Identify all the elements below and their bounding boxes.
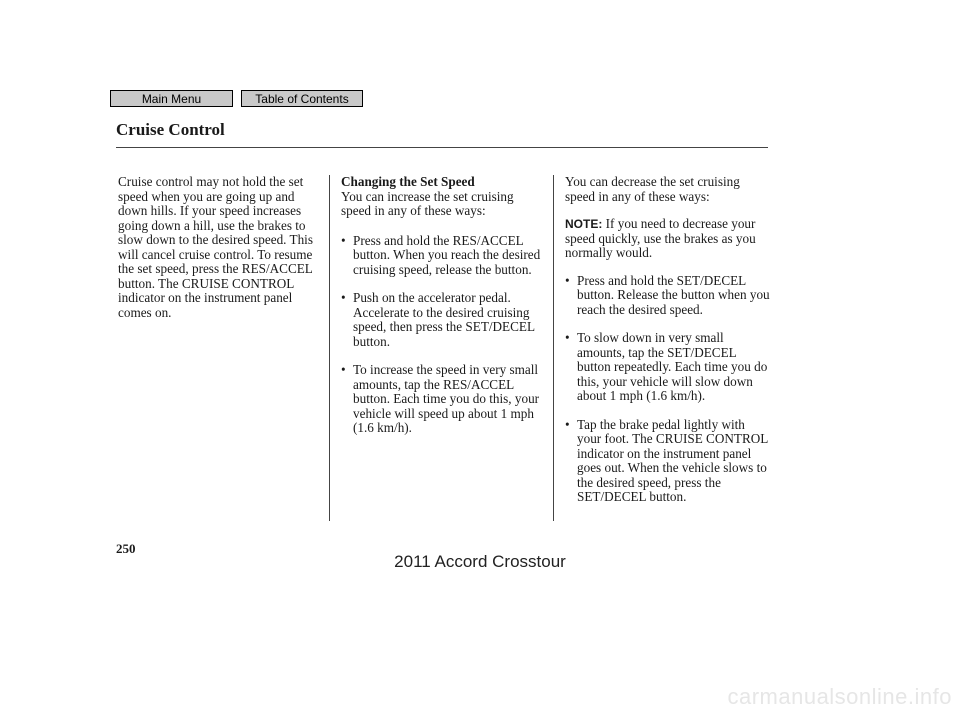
- list-item: • Press and hold the SET/DECEL button. Release the button when you reach the desired speed.: [565, 274, 770, 318]
- list-item: • Tap the brake pedal lightly with your foot. The CRUISE CONTROL indicator on the instrument panel goes out. When the vehicle slows to the desired speed, press the SET/DECEL button.: [565, 418, 770, 505]
- column-left: [118, 175, 323, 320]
- watermark-text: carmanualsonline.info: [727, 684, 952, 709]
- footer-model-name: 2011 Accord Crosstour: [394, 552, 566, 571]
- main-menu-button[interactable]: Main Menu: [110, 90, 233, 107]
- column-middle: [341, 175, 546, 436]
- list-item: • Press and hold the RES/ACCEL button. When you reach the desired cruising speed, release the button.: [341, 234, 546, 278]
- list-item: • To increase the speed in very small amounts, tap the RES/ACCEL button. Each time you do this, your vehicle will speed up about 1 mph (1.6 km/h).: [341, 363, 546, 436]
- list-item: • Push on the accelerator pedal. Accelerate to the desired cruising speed, then press the SET/DECEL button.: [341, 291, 546, 349]
- increase-speed-list: [341, 234, 546, 436]
- paragraph-hill-driving: Cruise control may not hold the set speed when you are going up and down hills. If your speed increases going down a hill, use the brakes to slow down to the desired speed. This will cancel cruise control. To resume the set speed, press the RES/ACCEL button. The CRUISE CONTROL indicator on the instrument panel comes on.: [118, 174, 313, 320]
- column-right: [565, 175, 770, 505]
- column-divider-left: [329, 175, 330, 521]
- section-heading: Changing the Set Speed: [341, 174, 475, 189]
- note-label: NOTE:: [565, 217, 603, 231]
- note-paragraph: [565, 217, 770, 261]
- paragraph-decrease-intro: You can decrease the set cruising speed in any of these ways:: [565, 174, 740, 204]
- note-text: If you need to decrease your speed quickly, use the brakes as you normally would.: [565, 216, 756, 260]
- paragraph-increase-intro: You can increase the set cruising speed in any of these ways:: [341, 188, 514, 218]
- title-divider: [116, 147, 768, 148]
- list-item: • To slow down in very small amounts, tap the SET/DECEL button repeatedly. Each time you do this, your vehicle will slow down about 1 mph (1.6 km/h).: [565, 331, 770, 404]
- column-divider-right: [553, 175, 554, 521]
- page-title: Cruise Control: [116, 120, 225, 139]
- page-number: 250: [116, 541, 136, 556]
- decrease-speed-list: [565, 274, 770, 505]
- table-of-contents-button[interactable]: Table of Contents: [241, 90, 363, 107]
